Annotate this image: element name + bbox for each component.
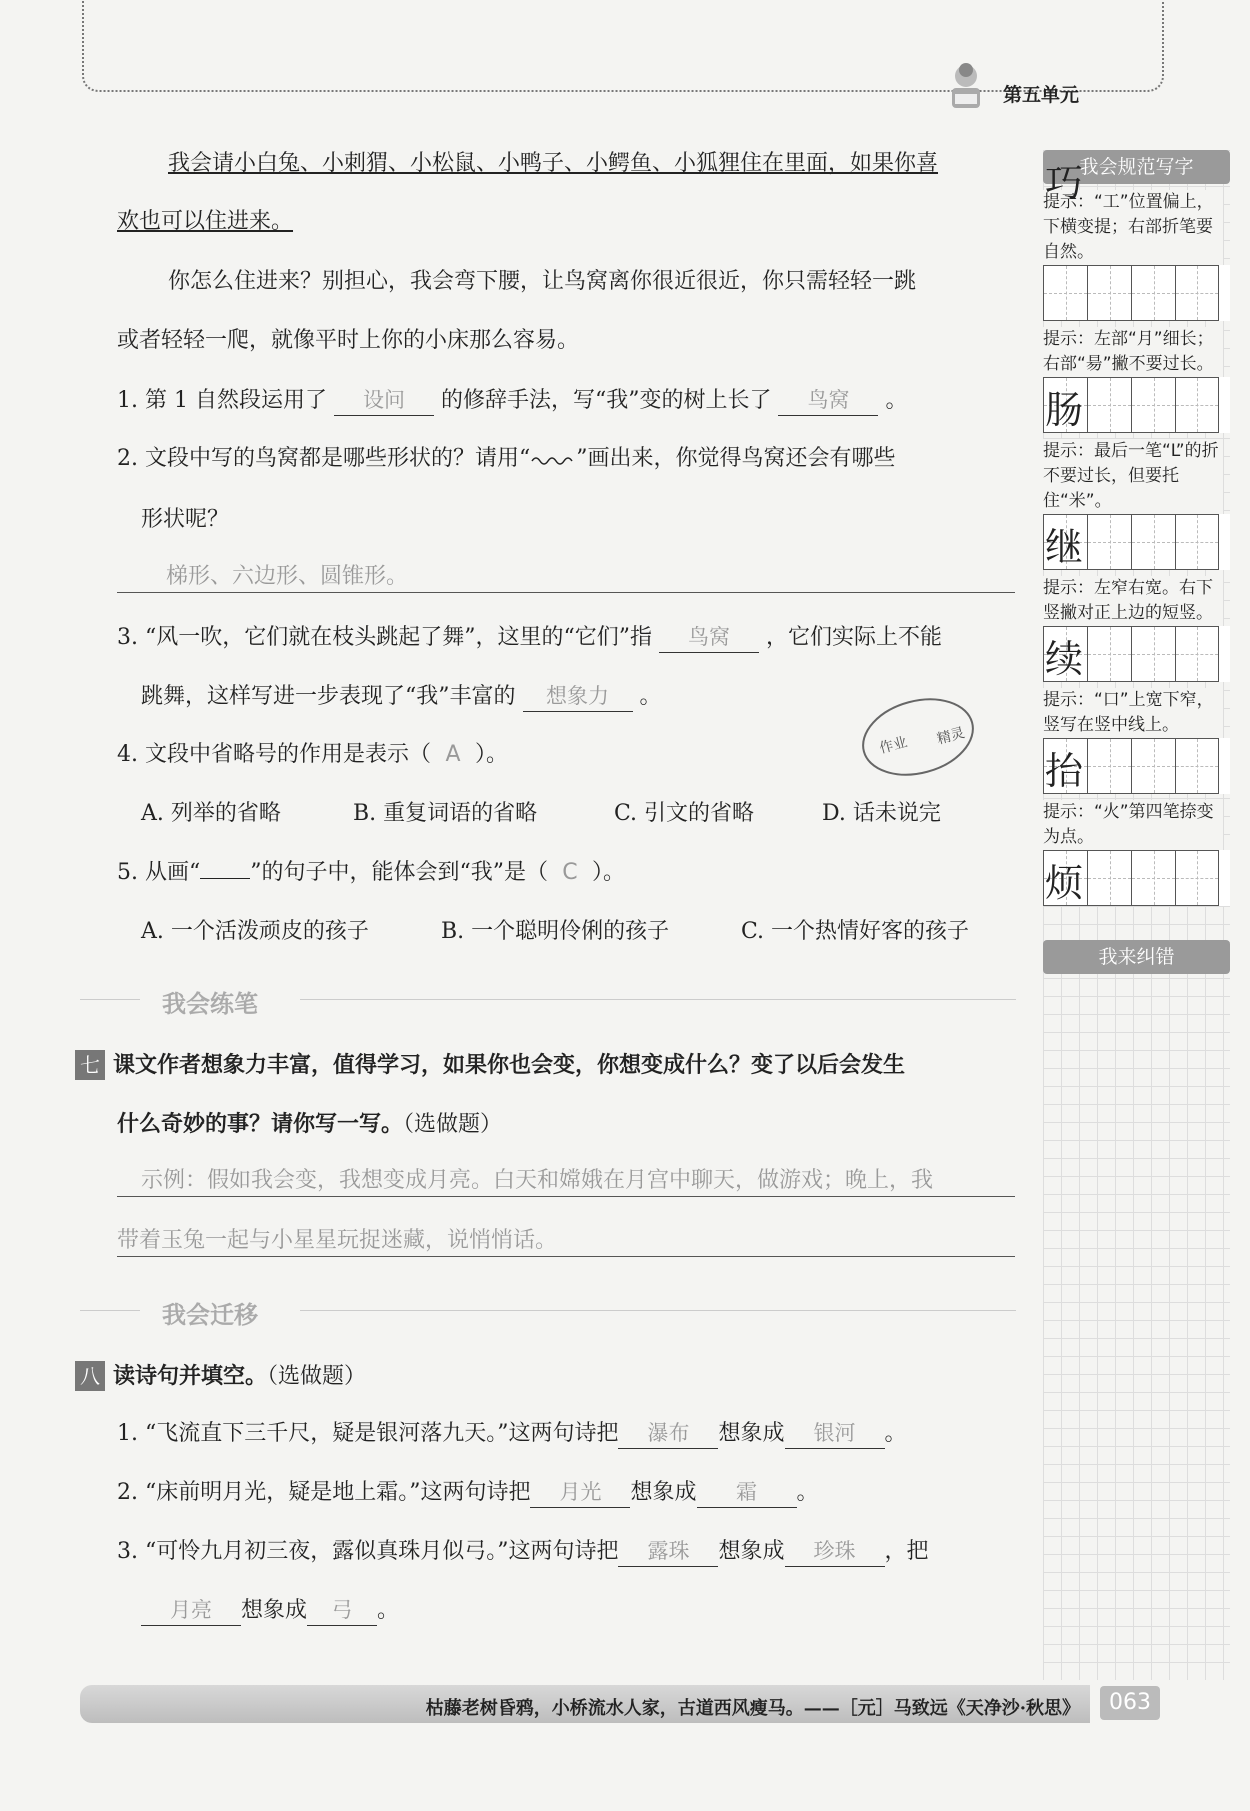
question-text: 想象成 (630, 1480, 697, 1505)
section-divider (80, 1310, 140, 1311)
question-7 (75, 1048, 905, 1080)
option: B. 一个聪明伶俐的孩子 (441, 919, 670, 944)
question-3-cont (141, 681, 662, 712)
section-divider (300, 1310, 1016, 1311)
option: A. 一个活泼顽皮的孩子 (141, 919, 369, 944)
answer-blank: 银河 (785, 1418, 885, 1449)
answer-blank: 珍珠 (785, 1536, 885, 1567)
question-text: 想象成 (718, 1539, 785, 1564)
question-text: 跳舞，这样写进一步表现了“我”丰富的 (141, 684, 516, 709)
question-text: 想象成 (718, 1421, 785, 1446)
answer-text: 带着玉兔一起与小星星玩捉迷藏，说悄悄话。 (117, 1228, 558, 1253)
question-4 (117, 740, 508, 770)
question-text: 想象成 (241, 1598, 308, 1623)
model-character: 肠 (1045, 388, 1084, 432)
question-text: 3. “可怜九月初三夜，露似真珠月似弓。”这两句诗把 (117, 1539, 619, 1564)
writing-hint: 提示：左部“月”细长；右部“昜”撇不要过长。 (1043, 327, 1223, 377)
option: C. 一个热情好客的孩子 (741, 919, 970, 944)
footer-quote: 枯藤老树昏鸦，小桥流水人家，古道西风瘦马。——［元］马致远《天净沙·秋思》 (425, 1698, 1080, 1719)
question-text: ）。 (591, 860, 625, 885)
writing-hint: 提示：最后一笔“L”的折不要过长，但要托住“米”。 (1043, 439, 1223, 514)
question-number: 七 (75, 1050, 105, 1080)
question-text: 3. “风一吹，它们就在枝头跳起了舞”，这里的“它们”指 (117, 625, 652, 650)
question-3 (117, 622, 942, 653)
question-text: 。 (885, 388, 908, 413)
passage-line: 你怎么住进来？别担心，我会弯下腰，让鸟窝离你很近很近，你只需轻轻一跳 (168, 269, 917, 294)
model-character: 抬 (1045, 749, 1084, 793)
answer-blank: 设问 (334, 385, 434, 416)
question-7-cont (117, 1107, 502, 1140)
poem-line-2 (117, 1477, 819, 1508)
answer-text: 梯形、六边形、圆锥形。 (166, 564, 409, 589)
question-text: 形状呢？ (141, 507, 230, 532)
question-heading: 读诗句并填空。 (113, 1364, 268, 1389)
model-character: 继 (1045, 525, 1084, 569)
option: D. 话未说完 (822, 801, 941, 826)
boy-reading-icon (946, 62, 986, 114)
option: A. 列举的省略 (141, 801, 281, 826)
answer-line (117, 592, 1015, 593)
answer-blank: 瀑布 (618, 1418, 718, 1449)
question-2 (117, 444, 895, 474)
svg-text:作业: 作业 (877, 734, 909, 758)
question-text: ，它们实际上不能 (765, 625, 942, 650)
section-divider (300, 999, 1016, 1000)
model-character: 巧 (1045, 161, 1084, 205)
poem-line-3-cont (141, 1595, 399, 1626)
writing-grid (1043, 377, 1230, 433)
writing-grid (1043, 850, 1230, 906)
answer-blank: 霜 (697, 1477, 797, 1508)
question-text: 4. 文段中省略号的作用是表示（ (117, 742, 431, 767)
answer-text: 示例：假如我会变，我想变成月亮。白天和嫦娥在月宫中聊天，做游戏；晚上，我 (141, 1168, 934, 1193)
question-text: ”画出来，你觉得鸟窝还会有哪些 (576, 446, 896, 471)
writing-hint: 提示：“口”上宽下窄，竖写在竖中线上。 (1043, 688, 1223, 738)
question-text: ”的句子中，能体会到“我”是（ (250, 860, 548, 885)
unit-title: 第五单元 (1003, 84, 1080, 106)
question-text: 。 (639, 684, 662, 709)
question-text: 2. “床前明月光，疑是地上霜。”这两句诗把 (117, 1480, 531, 1505)
question-text: ，把 (884, 1539, 929, 1564)
top-frame (82, 0, 1164, 92)
passage-line: 欢也可以住进来。 (117, 209, 294, 234)
answer-blank: 想象力 (523, 681, 633, 712)
underline-mark (200, 860, 250, 879)
stamp-logo (858, 697, 978, 777)
question-text: ）。 (474, 742, 508, 767)
writing-grid (1043, 738, 1230, 794)
section-divider (80, 999, 140, 1000)
sidebar-title: 我会规范写字 (1043, 150, 1230, 184)
question-text: 。 (377, 1598, 400, 1623)
page-number: 063 (1100, 1686, 1160, 1720)
answer-blank: 弓 (307, 1595, 377, 1626)
answer-blank: 月光 (530, 1477, 630, 1508)
writing-hint: 提示：“工”位置偏上，下横变提；右部折笔要自然。 (1043, 190, 1223, 265)
question-heading: 课文作者想象力丰富，值得学习，如果你也会变，你想变成什么？变了以后会发生 (113, 1053, 906, 1078)
question-text: 2. 文段中写的鸟窝都是哪些形状的？请用“ (117, 446, 531, 471)
section-title: 我会迁移 (162, 1301, 258, 1329)
question-note: （选做题） (403, 1112, 503, 1137)
answer-text: A (445, 742, 461, 767)
model-character: 烦 (1045, 861, 1084, 905)
option: B. 重复词语的省略 (353, 801, 538, 826)
question-text: 1. “飞流直下三千尺，疑是银河落九天。”这两句诗把 (117, 1421, 619, 1446)
answer-line (117, 1196, 1015, 1197)
answer-blank: 月亮 (141, 1595, 241, 1626)
question-note: （选做题） (267, 1364, 367, 1389)
question-8 (75, 1359, 366, 1392)
svg-text:精灵: 精灵 (935, 725, 967, 748)
answer-text: C (562, 860, 578, 885)
writing-hint: 提示：“火”第四笔捺变为点。 (1043, 800, 1223, 850)
writing-grid (1043, 514, 1230, 570)
question-number: 八 (75, 1361, 105, 1391)
passage-line: 或者轻轻一爬，就像平时上你的小床那么容易。 (117, 328, 580, 353)
poem-line-1 (117, 1418, 907, 1449)
option: C. 引文的省略 (614, 801, 755, 826)
question-text: 的修辞手法，写“我”变的树上长了 (440, 388, 772, 413)
question-heading: 什么奇妙的事？请你写一写。 (117, 1112, 404, 1137)
sidebar (1043, 150, 1230, 1680)
question-text: 。 (796, 1480, 819, 1505)
answer-line (117, 1256, 1015, 1257)
poem-line-3 (117, 1536, 929, 1567)
answer-blank: 鸟窝 (659, 622, 759, 653)
model-character: 续 (1045, 637, 1084, 681)
answer-blank: 露珠 (618, 1536, 718, 1567)
answer-blank: 鸟窝 (778, 385, 878, 416)
writing-grid (1043, 626, 1230, 682)
passage-line: 我会请小白兔、小刺猬、小松鼠、小鸭子、小鳄鱼、小狐狸住在里面，如果你喜 (168, 151, 939, 176)
question-text: 5. 从画“ (117, 860, 201, 885)
question-text: 。 (884, 1421, 907, 1446)
question-text: 1. 第 1 自然段运用了 (117, 388, 327, 413)
section-title: 我会练笔 (162, 990, 258, 1018)
question-5 (117, 858, 625, 888)
writing-hint: 提示：左窄右宽。右下竖撇对正上边的短竖。 (1043, 576, 1223, 626)
correction-title: 我来纠错 (1043, 940, 1230, 974)
question-1 (117, 385, 907, 416)
wavy-line-icon (530, 445, 576, 465)
